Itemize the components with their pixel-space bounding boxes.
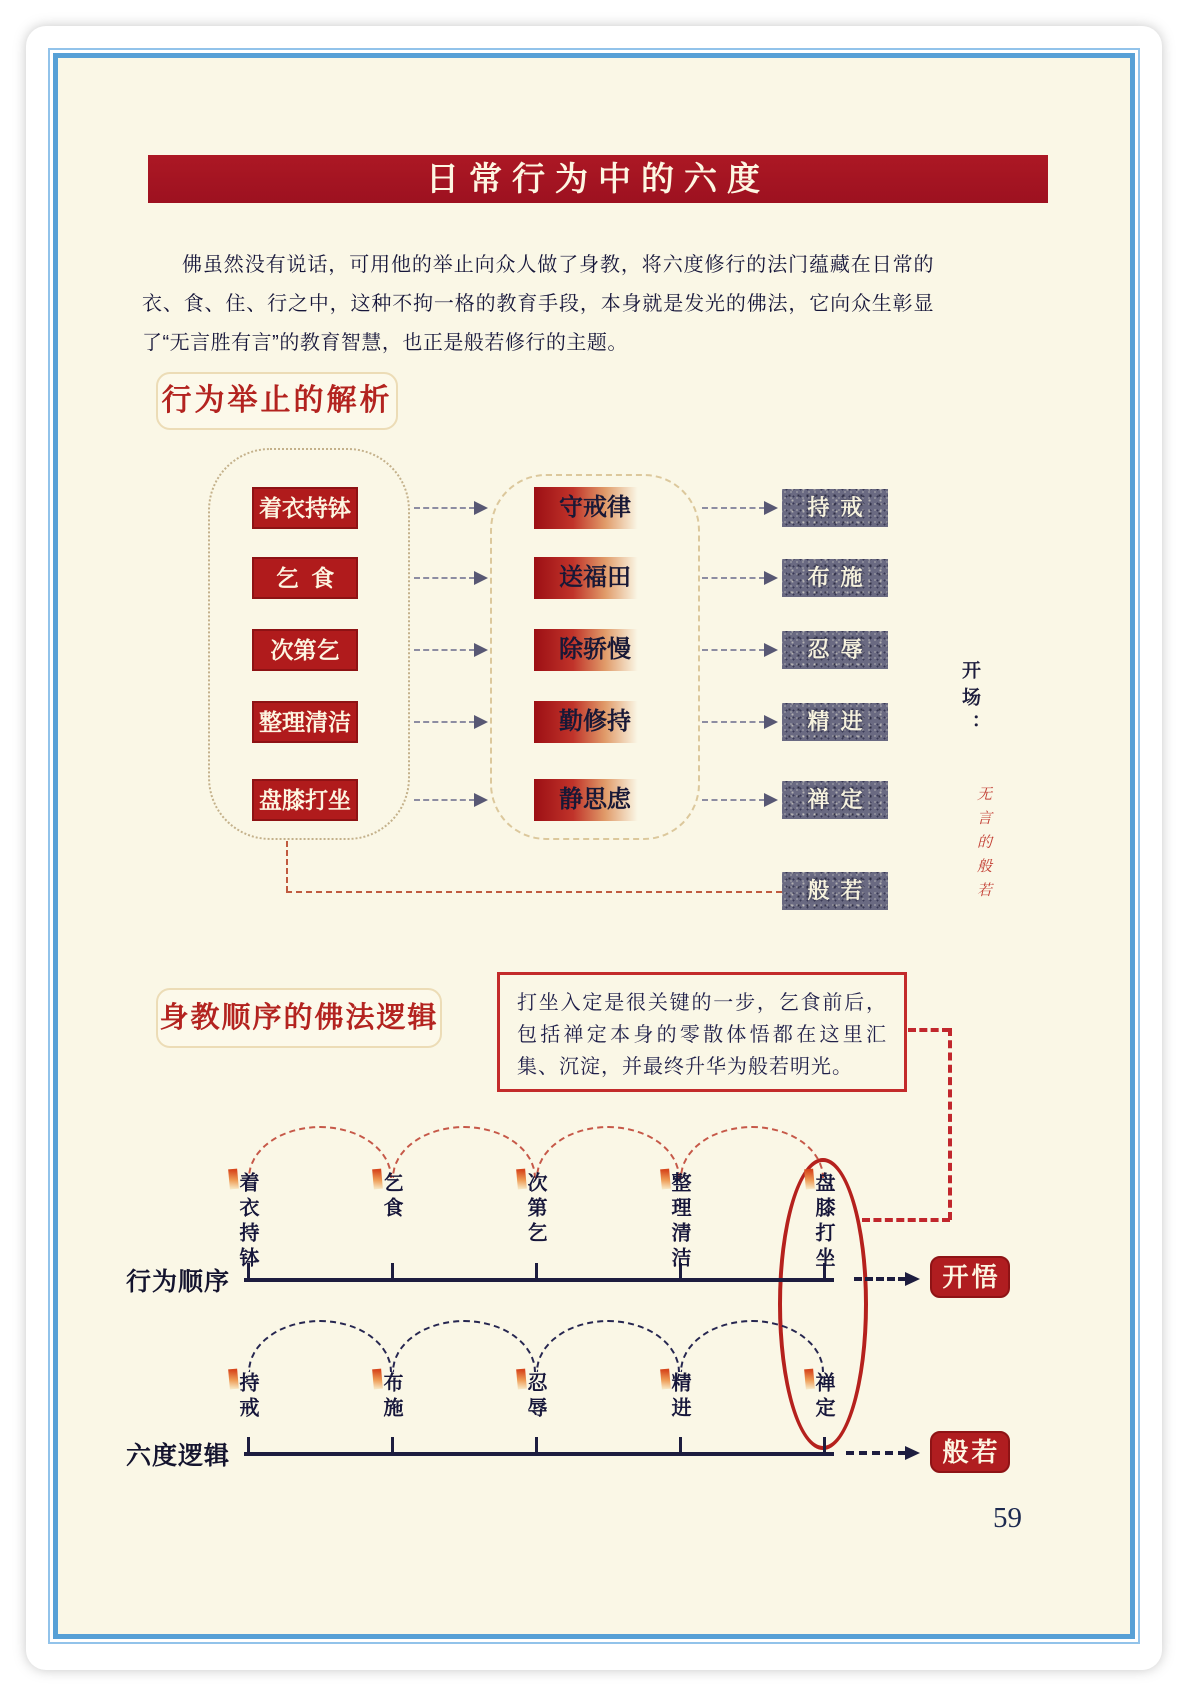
arrowhead-icon <box>905 1272 920 1286</box>
dash-line <box>702 799 765 801</box>
dash-line <box>702 649 765 651</box>
note-connector-top <box>908 1028 950 1032</box>
timeline-tick <box>391 1437 394 1452</box>
timeline-item-label: 整理清洁 <box>668 1172 690 1272</box>
prajna-badge: 般若 <box>930 1431 1010 1473</box>
timeline-item-label: 布施 <box>380 1372 402 1422</box>
flow-prajna-box: 般若 <box>782 872 888 910</box>
flow-arrow <box>414 500 488 516</box>
flow-arrow <box>414 570 488 586</box>
arrowhead-icon <box>474 571 488 585</box>
timeline-item-label: 精进 <box>668 1372 690 1422</box>
flow-action-box: 乞食 <box>252 557 358 599</box>
arrowhead-icon <box>474 501 488 515</box>
arrowhead-icon <box>764 571 778 585</box>
arrowhead-icon <box>764 643 778 657</box>
arrowhead-icon <box>905 1446 920 1460</box>
dash-line <box>702 577 765 579</box>
timeline-tick <box>679 1437 682 1452</box>
dash-line <box>702 721 765 723</box>
arrowhead-icon <box>474 643 488 657</box>
prajna-connector-horizontal <box>286 891 782 893</box>
section-heading-analysis: 行为举止的解析 <box>156 372 398 430</box>
timeline1-label: 行为顺序 <box>126 1268 231 1296</box>
dash-line <box>414 507 475 509</box>
flow-perfection-box: 精进 <box>782 703 888 741</box>
timeline-result-arrow <box>846 1446 920 1460</box>
timeline-tick <box>247 1437 250 1452</box>
prajna-connector-vertical <box>286 841 288 892</box>
timeline-item-label: 禅定 <box>812 1372 834 1422</box>
page-number: 59 <box>993 1502 1022 1534</box>
dash-line <box>414 799 475 801</box>
timeline-tick <box>823 1437 826 1452</box>
dash-line <box>846 1451 906 1455</box>
flow-meaning-box: 除骄慢 <box>534 629 656 671</box>
timeline-item-label: 乞食 <box>380 1172 402 1222</box>
arrowhead-icon <box>474 793 488 807</box>
timeline-item-label: 持戒 <box>236 1372 258 1422</box>
flow-arrow <box>702 500 778 516</box>
timeline-item-label: 忍辱 <box>524 1372 546 1422</box>
flow-arrow <box>702 792 778 808</box>
timeline-item-label: 次第乞 <box>524 1172 546 1247</box>
flow-arrow <box>414 642 488 658</box>
dash-line <box>414 649 475 651</box>
flow-action-box: 盘膝打坐 <box>252 779 358 821</box>
flow-action-box: 着衣持钵 <box>252 487 358 529</box>
timeline-tick <box>391 1263 394 1278</box>
timeline-result-arrow <box>854 1272 920 1286</box>
timeline-item-label: 着衣持钵 <box>236 1172 258 1272</box>
note-connector-side <box>948 1028 952 1220</box>
intro-paragraph: 佛虽然没有说话，可用他的举止向众人做了身教，将六度修行的法门蕴藏在日常的衣、食、住、行之中，这种不拘一格的教育手段，本身就是发光的佛法，它向众生彰显了“无言胜有言”的教育智慧，也正是般若修行的主题。 <box>142 254 934 354</box>
margin-series-title: 无言的般若 <box>975 786 991 906</box>
flow-meaning-box: 勤修持 <box>534 701 656 743</box>
flow-meaning-box: 静思虑 <box>534 779 656 821</box>
flow-perfection-box: 忍辱 <box>782 631 888 669</box>
margin-opening-label: 开场： <box>959 660 980 741</box>
dash-line <box>854 1277 906 1281</box>
timeline-tick <box>535 1263 538 1278</box>
timeline-tick <box>535 1437 538 1452</box>
flow-arrow <box>414 714 488 730</box>
flow-arrow <box>702 570 778 586</box>
flow-meaning-box: 送福田 <box>534 557 656 599</box>
timeline-item-label: 盘膝打坐 <box>812 1172 834 1272</box>
arrowhead-icon <box>764 501 778 515</box>
timeline2-label: 六度逻辑 <box>126 1442 231 1470</box>
flow-arrow <box>702 714 778 730</box>
arrowhead-icon <box>764 715 778 729</box>
note-box: 打坐入定是很关键的一步，乞食前后，包括禅定本身的零散体悟都在这里汇集、沉淀，并最终升华为般若明光。 <box>497 972 907 1092</box>
flow-perfection-box: 持戒 <box>782 489 888 527</box>
enlightenment-badge: 开悟 <box>930 1256 1010 1298</box>
flow-perfection-box: 布施 <box>782 559 888 597</box>
flow-action-box: 次第乞 <box>252 629 358 671</box>
flow-arrow <box>414 792 488 808</box>
dash-line <box>414 577 475 579</box>
timeline-axis <box>244 1278 834 1282</box>
flow-meaning-box: 守戒律 <box>534 487 656 529</box>
arrowhead-icon <box>474 715 488 729</box>
flow-arrow <box>702 642 778 658</box>
arrowhead-icon <box>764 793 778 807</box>
timeline-axis <box>244 1452 834 1456</box>
flow-action-box: 整理清洁 <box>252 701 358 743</box>
dash-line <box>702 507 765 509</box>
note-connector-bottom <box>862 1218 950 1222</box>
dash-line <box>414 721 475 723</box>
section-heading-logic: 身教顺序的佛法逻辑 <box>156 988 442 1048</box>
title-banner: 日常行为中的六度 <box>148 155 1048 203</box>
flow-perfection-box: 禅定 <box>782 781 888 819</box>
